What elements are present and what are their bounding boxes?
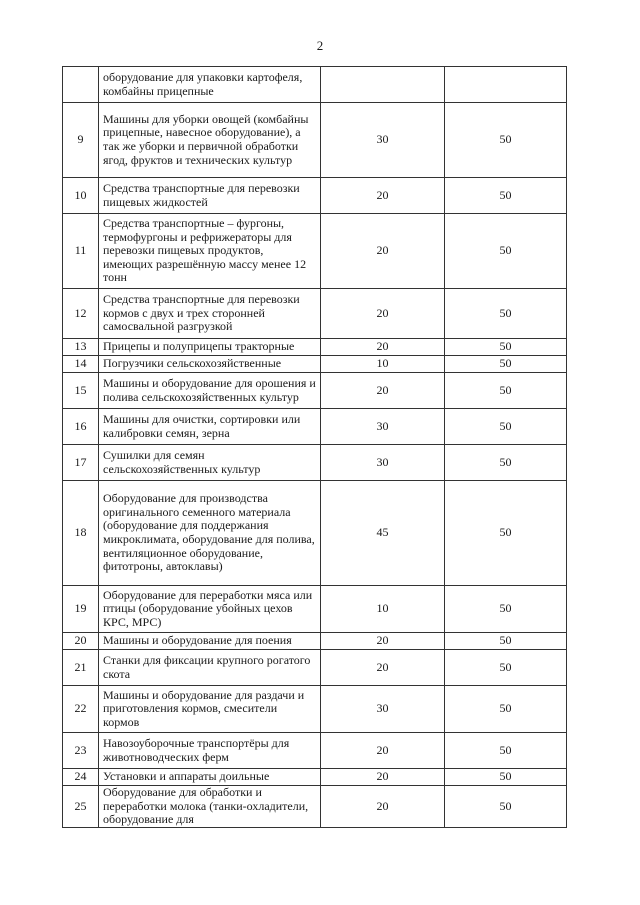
row-value-2: 50 (445, 214, 567, 289)
row-value-2: 50 (445, 289, 567, 339)
row-value-2: 50 (445, 481, 567, 586)
row-number: 22 (63, 686, 99, 733)
row-name: Навозоуборочные транспортёры для животноводческих ферм (99, 733, 321, 769)
row-name: Машины и оборудование для поения (99, 633, 321, 650)
row-name: Оборудование для переработки мяса или птицы (оборудование убойных цехов КРС, МРС) (99, 586, 321, 633)
row-name: Средства транспортные для перевозки кормов с двух и трех сторонней самосвальной разгрузкой (99, 289, 321, 339)
table-row (63, 339, 567, 356)
row-name: Машины и оборудование для орошения и полива сельскохозяйственных культур (99, 373, 321, 409)
row-value-1: 20 (321, 769, 445, 786)
row-value-1: 10 (321, 356, 445, 373)
table-row (63, 409, 567, 445)
table-row (63, 786, 567, 828)
row-number (63, 67, 99, 103)
row-name: оборудование для упаковки картофеля, комбайны прицепные (99, 67, 321, 103)
row-value-2: 50 (445, 356, 567, 373)
table-row (63, 481, 567, 586)
row-value-1: 20 (321, 289, 445, 339)
table-row (63, 733, 567, 769)
row-value-2: 50 (445, 650, 567, 686)
row-name: Сушилки для семян сельскохозяйственных культур (99, 445, 321, 481)
table-row (63, 445, 567, 481)
row-value-2: 50 (445, 586, 567, 633)
page-number: 2 (316, 38, 324, 53)
row-number: 23 (63, 733, 99, 769)
row-number: 25 (63, 786, 99, 828)
row-number: 13 (63, 339, 99, 356)
row-value-2: 50 (445, 409, 567, 445)
row-value-1: 20 (321, 178, 445, 214)
row-number: 12 (63, 289, 99, 339)
row-value-1 (321, 67, 445, 103)
row-value-1: 20 (321, 633, 445, 650)
row-name: Средства транспортные для перевозки пищевых жидкостей (99, 178, 321, 214)
row-value-1: 20 (321, 214, 445, 289)
row-number: 17 (63, 445, 99, 481)
row-name: Оборудование для обработки и переработки молока (танки-охладители, оборудование для (99, 786, 321, 828)
row-number: 21 (63, 650, 99, 686)
row-value-2: 50 (445, 733, 567, 769)
table-body (63, 67, 567, 828)
equipment-table (62, 66, 567, 828)
row-value-2: 50 (445, 686, 567, 733)
row-name: Станки для фиксации крупного рогатого скота (99, 650, 321, 686)
row-number: 14 (63, 356, 99, 373)
row-name: Установки и аппараты доильные (99, 769, 321, 786)
table-row (63, 214, 567, 289)
row-value-2: 50 (445, 339, 567, 356)
row-number: 9 (63, 103, 99, 178)
row-value-1: 20 (321, 339, 445, 356)
table-row (63, 178, 567, 214)
table-row (63, 586, 567, 633)
row-value-1: 30 (321, 686, 445, 733)
row-value-1: 20 (321, 786, 445, 828)
table-row (63, 103, 567, 178)
row-value-1: 10 (321, 586, 445, 633)
table-row (63, 373, 567, 409)
row-number: 20 (63, 633, 99, 650)
row-number: 24 (63, 769, 99, 786)
table-row (63, 356, 567, 373)
row-value-2: 50 (445, 103, 567, 178)
row-name: Машины и оборудование для раздачи и приготовления кормов, смесители кормов (99, 686, 321, 733)
row-value-2: 50 (445, 178, 567, 214)
row-number: 18 (63, 481, 99, 586)
row-value-2 (445, 67, 567, 103)
row-value-1: 20 (321, 650, 445, 686)
row-name: Средства транспортные – фургоны, термофургоны и рефрижераторы для перевозки пищевых продуктов, имеющих разрешённую массу менее 12 тонн (99, 214, 321, 289)
row-value-1: 30 (321, 103, 445, 178)
table-row (63, 67, 567, 103)
row-value-1: 20 (321, 373, 445, 409)
table-row (63, 769, 567, 786)
row-name: Погрузчики сельскохозяйственные (99, 356, 321, 373)
row-name: Прицепы и полуприцепы тракторные (99, 339, 321, 356)
row-value-2: 50 (445, 786, 567, 828)
row-value-2: 50 (445, 445, 567, 481)
row-name: Машины для очистки, сортировки или калибровки семян, зерна (99, 409, 321, 445)
row-value-2: 50 (445, 633, 567, 650)
table-row (63, 633, 567, 650)
row-value-2: 50 (445, 769, 567, 786)
row-name: Машины для уборки овощей (комбайны прицепные, навесное оборудование), а так же уборки и первичной обработки ягод, фруктов и технических культур (99, 103, 321, 178)
table-row (63, 289, 567, 339)
row-number: 11 (63, 214, 99, 289)
row-value-2: 50 (445, 373, 567, 409)
row-number: 10 (63, 178, 99, 214)
row-number: 16 (63, 409, 99, 445)
row-number: 19 (63, 586, 99, 633)
row-name: Оборудование для производства оригинального семенного материала (оборудование для поддержания микроклимата, оборудование для полива, вентиляционное оборудование, фитотроны, автоклавы) (99, 481, 321, 586)
row-value-1: 30 (321, 445, 445, 481)
table-row (63, 650, 567, 686)
row-value-1: 20 (321, 733, 445, 769)
row-value-1: 30 (321, 409, 445, 445)
row-value-1: 45 (321, 481, 445, 586)
row-number: 15 (63, 373, 99, 409)
table-row (63, 686, 567, 733)
